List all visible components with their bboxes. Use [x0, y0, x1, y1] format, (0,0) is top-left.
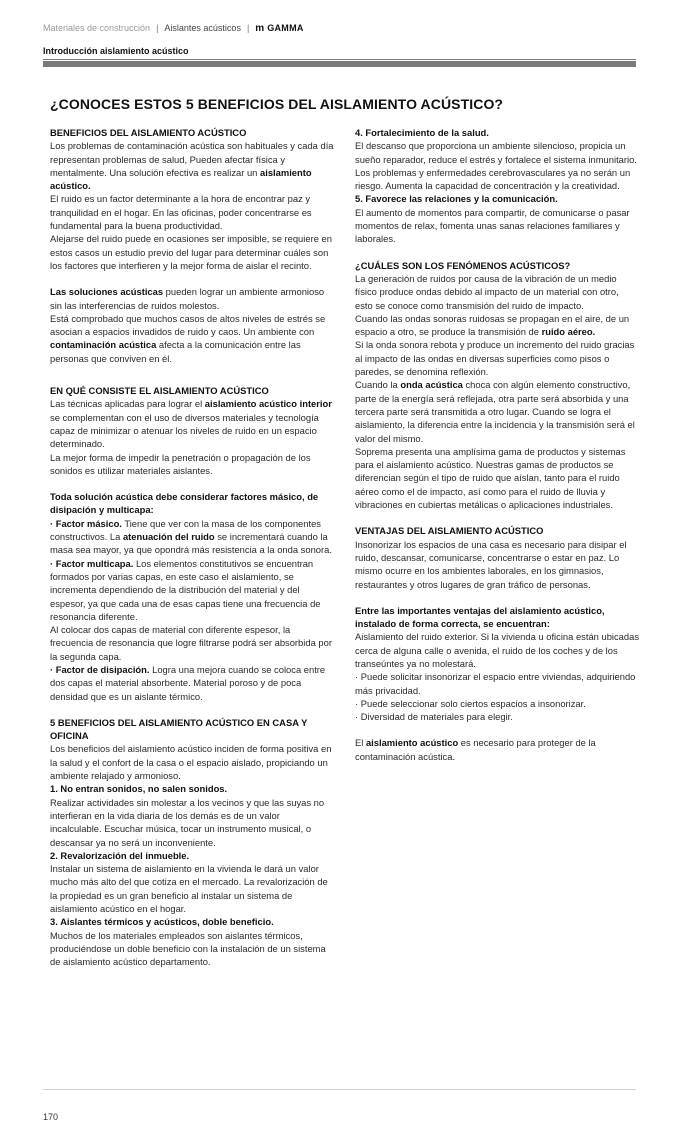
paragraph: Las soluciones acústicas pueden lograr un ambiente armonioso sin las interferencias de ruidos molestos.: [50, 286, 325, 311]
breadcrumb-materials: Materiales de construcción: [43, 23, 151, 33]
paragraph: Cuando la onda acústica choca con algún elemento constructivo, parte de la energía será reflejada, otra parte será absorbida y una tercera parte será transmitida a otro lugar. Cuando se logra el aislamiento, la diferencia entre la incidencia y la transmisión será el valor del mismo.: [355, 379, 635, 444]
page-number: 170: [43, 1112, 59, 1122]
list-item: · Factor másico. Tiene que ver con la masa de los componentes constructivos. La atenuación del ruido se incrementará cuando la masa sea mayor, ya que opondrá más resistencia a la onda sonora.: [50, 517, 332, 556]
paragraph: Realizar actividades sin molestar a los vecinos y que las suyas no interfieran en la vida diaria de los demás es de un valor incalculable. Escuchar música, tocar un instrumento musical, o descansar ya no será un inconveniente.: [50, 796, 325, 848]
heading-phenomena: ¿CUÁLES SON LOS FENÓMENOS ACÚSTICOS?: [355, 259, 571, 271]
paragraph: El ruido es un factor determinante a la hora de encontrar paz y tranquilidad en el hogar. En las oficinas, poder concentrarse es fundamental para la buena productividad.: [50, 193, 312, 232]
heading-factors: Toda solución acústica debe considerar factores másico, de disipación y multicapa:: [50, 491, 319, 516]
breadcrumb-separator: |: [246, 23, 250, 33]
section-title: Introducción aislamiento acústico: [43, 46, 189, 56]
footer-divider: [43, 1089, 636, 1090]
paragraph: Cuando las ondas sonoras ruidosas se propagan en el aire, de un espacio a otro, se produce la transmisión de ruido aéreo.: [355, 312, 630, 338]
list-item: · Factor multicapa. Los elementos constitutivos se encuentran formados por varias capas, en este caso el aislamiento, se incrementa dependiendo de la distribución del material y del espesor, ya que cada una de esas capas tiene una frecuencia de resonancia diferente.: [50, 557, 321, 622]
paragraph: El aumento de momentos para compartir, de comunicarse o pasar momentos de relax, fomenta unas sanas relaciones familiares y laborales.: [355, 206, 630, 245]
paragraph: Está comprobado que muchos casos de altos niveles de estrés se asocian a espacios invadidos de ruido y caos. Un ambiente con contaminación acústica afecta a la comunicación entre las personas que conviven en él.: [50, 312, 326, 364]
benefit-5-title: 5. Favorece las relaciones y la comunicación.: [355, 193, 558, 205]
brand-name: GAMMA: [267, 23, 304, 33]
paragraph: El aislamiento acústico es necesario para proteger de la contaminación acústica.: [355, 737, 596, 762]
benefit-2-title: 2. Revalorización del inmueble.: [50, 849, 190, 861]
paragraph: La generación de ruidos por causa de la vibración de un medio físico produce ondas debido al impacto de un material con otro, esto se conoce como transmisión del ruido de impacto.: [355, 272, 619, 311]
heading-advantages: VENTAJAS DEL AISLAMIENTO ACÚSTICO: [355, 525, 544, 537]
header-divider: [43, 61, 636, 67]
paragraph: Si la onda sonora rebota y produce un incremento del ruido gracias al impacto de las ondas en diversas superficies como pisos o paredes, se denomina reflexión.: [355, 339, 635, 378]
paragraph: Muchos de los materiales empleados son aislantes térmicos, produciéndose un doble beneficio con la instalación de un sistema de aislamiento acústico departamento.: [50, 929, 326, 968]
breadcrumb-acoustic: Aislantes acústicos: [164, 23, 241, 33]
paragraph: Al colocar dos capas de material con diferente espesor, la frecuencia de resonancia que logre filtrarse podrá ser absorbida por la segunda capa.: [50, 624, 332, 662]
paragraph: Los beneficios del aislamiento acústico inciden de forma positiva en la salud y el confort de la casa o el espacio aislado, propiciando un ambiente relajado y armonioso.: [50, 743, 332, 782]
heading-5-benefits: 5 BENEFICIOS DEL AISLAMIENTO ACÚSTICO EN CASA Y OFICINA: [50, 716, 308, 742]
benefit-4-title: 4. Fortalecimiento de la salud.: [355, 127, 489, 138]
paragraph: Soprema presenta una amplísima gama de productos y sistemas para el aislamiento acústico. Nuestras gamas de productos se diferencian según el tipo de ruido que aíslan, tanto para el ruido aéreo como el de impacto, así como para el ruido de lluvia y vibraciones en cubiertas metálicas o aplicaciones industriales.: [355, 445, 626, 511]
heading-important-advantages: Entre las importantes ventajas del aislamiento acústico, instalado de forma correcta, se encuentran:: [355, 604, 605, 630]
list-item: · Puede solicitar insonorizar el espacio entre viviendas, adquiriendo más privacidad.: [355, 671, 636, 696]
benefit-1-title: 1. No entran sonidos, no salen sonidos.: [50, 783, 228, 795]
breadcrumb: [43, 23, 304, 34]
page-title: ¿CONOCES ESTOS 5 BENEFICIOS DEL AISLAMIENTO ACÚSTICO?: [50, 96, 504, 112]
paragraph: Insonorizar los espacios de una casa es necesario para disipar el ruido, descansar, comunicarse, concentrarse o estar en paz. Lo mismo ocurre en los ambientes laborales, en los gimnasios, restaurantes y otros lugares de gran tráfico de personas.: [355, 538, 627, 590]
list-item: · Diversidad de materiales para elegir.: [355, 711, 513, 723]
paragraph: Las técnicas aplicadas para lograr el aislamiento acústico interior se complementan con el uso de diversos materiales y tecnología capaz de minimizar o atenuar los niveles de ruido en un espacio determinado.: [50, 398, 332, 450]
paragraph: Alejarse del ruido puede en ocasiones ser imposible, se requiere en estos casos un estudio previo del lugar para determinar cuáles son los factores que interfieren y la mejor forma de aislar el recinto.: [50, 233, 332, 271]
paragraph: Los problemas de contaminación acústica son habituales y cada día representan problemas de salud, Pueden afectar física y mentalmente. Una solución efectiva es realizar un aislamiento acústico.: [50, 140, 334, 192]
paragraph: Instalar un sistema de aislamiento en la vivienda le dará un valor mucho más alto del que cotiza en el mercado. La revalorización de la propiedad es un gran beneficio al instalar un sistema de aislamiento acústico en el hogar.: [50, 863, 328, 915]
paragraph: La mejor forma de impedir la penetración o propagación de los sonidos es utilizar materiales aislantes.: [50, 451, 311, 476]
paragraph: El descanso que proporciona un ambiente silencioso, propicia un sueño reparador, reduce el estrés y fortalece el sistema inmunitario. Los problemas y enfermedades cerebrovasculares ya no serán un riesgo. Aumenta la capacidad de concentración y la creatividad.: [355, 140, 637, 192]
breadcrumb-separator: |: [156, 23, 159, 33]
paragraph: Aislamiento del ruido exterior. Si la vivienda u oficina están ubicadas cerca de alguna calle o avenida, el ruido de los coches y de los transeúntes ya no molestará.: [355, 631, 640, 669]
benefit-3-title: 3. Aislantes térmicos y acústicos, doble beneficio.: [50, 916, 274, 928]
heading-what-is: EN QUÉ CONSISTE EL AISLAMIENTO ACÚSTICO: [50, 385, 269, 397]
list-item: · Factor de disipación. Logra una mejora cuando se coloca entre dos capas el material absorbente. Material poroso y de poca densidad que es un aislante térmico.: [50, 663, 326, 702]
heading-benefits: BENEFICIOS DEL AISLAMIENTO ACÚSTICO: [50, 127, 247, 138]
brand-logo-icon: m: [255, 23, 265, 34]
right-column: [355, 126, 639, 763]
list-item: · Puede seleccionar solo ciertos espacios a insonorizar.: [355, 697, 586, 709]
left-column: [50, 126, 334, 969]
